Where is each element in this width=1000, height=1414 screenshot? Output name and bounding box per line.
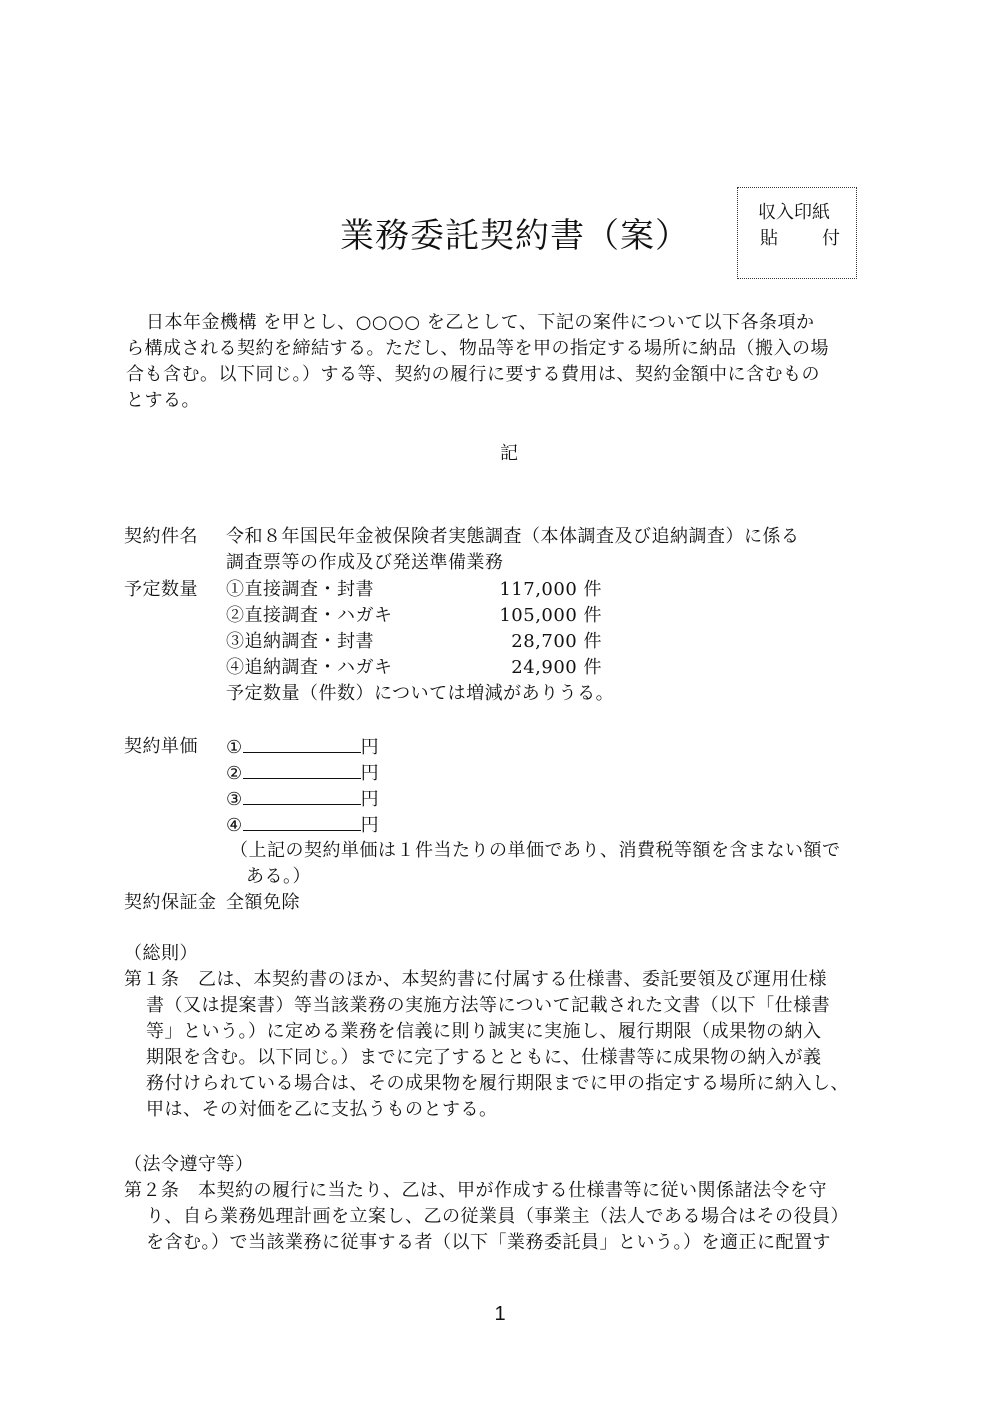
unit-price-mark: ④ [226, 815, 243, 836]
unit-price-row [226, 812, 379, 839]
quantity-item-name: ①直接調査・封書 [226, 579, 374, 600]
article-heading: （法令遵守等） [124, 1154, 254, 1175]
intro-line: 日本年金機構 を甲とし、○○○○ を乙として、下記の案件について以下各条項か [146, 312, 815, 333]
quantity-item-name: ④追納調査・ハガキ [226, 657, 393, 678]
article-line: 務付けられている場合は、その成果物を履行期限までに甲の指定する場所に納入し、 [146, 1073, 849, 1094]
stamp-label-line1: 収入印紙 [758, 202, 830, 223]
quantity-note: 予定数量（件数）については増減がありうる。 [226, 683, 615, 704]
quantity-item-name: ②直接調査・ハガキ [226, 605, 393, 626]
intro-line: ら構成される契約を締結する。ただし、物品等を甲の指定する場所に納品（搬入の場 [126, 338, 829, 359]
unit-price-blank [243, 760, 361, 779]
quantity-item-count: 105,000 件 [499, 605, 602, 626]
unit-price-blank [243, 812, 361, 831]
stamp-label-line2 [760, 224, 840, 254]
quantity-item-count: 117,000 件 [499, 579, 602, 600]
stamp-label-char1: 貼 [760, 228, 778, 249]
contract-name-line2: 調査票等の作成及び発送準備業務 [226, 552, 504, 573]
unit-price-mark: ③ [226, 789, 243, 810]
revenue-stamp-box [737, 187, 857, 279]
unit-price-blank [243, 734, 361, 753]
ki-heading: 記 [500, 443, 519, 464]
unit-price-mark: ① [226, 737, 243, 758]
article-line: 期限を含む。以下同じ。）までに完了するとともに、仕様書等に成果物の納入が義 [146, 1047, 822, 1068]
quantity-label: 予定数量 [124, 579, 198, 600]
contract-name-label: 契約件名 [124, 526, 198, 547]
contract-name-line1: 令和８年国民年金被保険者実態調査（本体調査及び追納調査）に係る [226, 526, 800, 547]
unit-price-note-line1: （上記の契約単価は１件当たりの単価であり、消費税等額を含まない額で [230, 840, 841, 861]
unit-price-mark: ② [226, 763, 243, 784]
document-title: 業務委託契約書（案） [340, 216, 690, 256]
unit-price-unit: 円 [360, 789, 380, 810]
unit-price-unit: 円 [360, 737, 380, 758]
quantity-item-count: 24,900 件 [511, 657, 602, 678]
article-first-line: 第１条 乙は、本契約書のほか、本契約書に付属する仕様書、委託要領及び運用仕様 [124, 969, 827, 990]
deposit-value: 全額免除 [226, 892, 300, 913]
article-line: 書（又は提案書）等当該業務の実施方法等について記載された文書（以下「仕様書 [146, 995, 831, 1016]
article-line: り、自ら業務処理計画を立案し、乙の従業員（事業主（法人である場合はその役員） [146, 1206, 849, 1227]
unit-price-blank [243, 786, 361, 805]
article-first-line: 第２条 本契約の履行に当たり、乙は、甲が作成する仕様書等に従い関係諸法令を守 [124, 1180, 827, 1201]
unit-price-row [226, 786, 379, 813]
unit-price-unit: 円 [360, 763, 380, 784]
unit-price-row [226, 760, 379, 787]
unit-price-unit: 円 [360, 815, 380, 836]
unit-price-note-line2: ある。） [246, 866, 311, 887]
intro-paragraph [126, 310, 829, 414]
article-line: を含む。）で当該業務に従事する者（以下「業務委託員」という。）を適正に配置す [146, 1232, 831, 1253]
page-number: 1 [494, 1303, 506, 1325]
quantity-item-count: 28,700 件 [511, 631, 602, 652]
article-heading: （総則） [124, 943, 198, 964]
deposit-label: 契約保証金 [124, 892, 217, 913]
article-line: 甲は、その対価を乙に支払うものとする。 [146, 1099, 498, 1120]
intro-line: 合も含む。以下同じ。）する等、契約の履行に要する費用は、契約金額中に含むもの [126, 364, 820, 385]
article-line: 等」という。）に定める業務を信義に則り誠実に実施し、履行期限（成果物の納入 [146, 1021, 822, 1042]
intro-line: とする。 [126, 390, 200, 411]
quantity-item-name: ③追納調査・封書 [226, 631, 374, 652]
unit-price-row [226, 734, 379, 761]
unit-price-label: 契約単価 [124, 736, 198, 757]
stamp-label-char2: 付 [822, 228, 840, 249]
